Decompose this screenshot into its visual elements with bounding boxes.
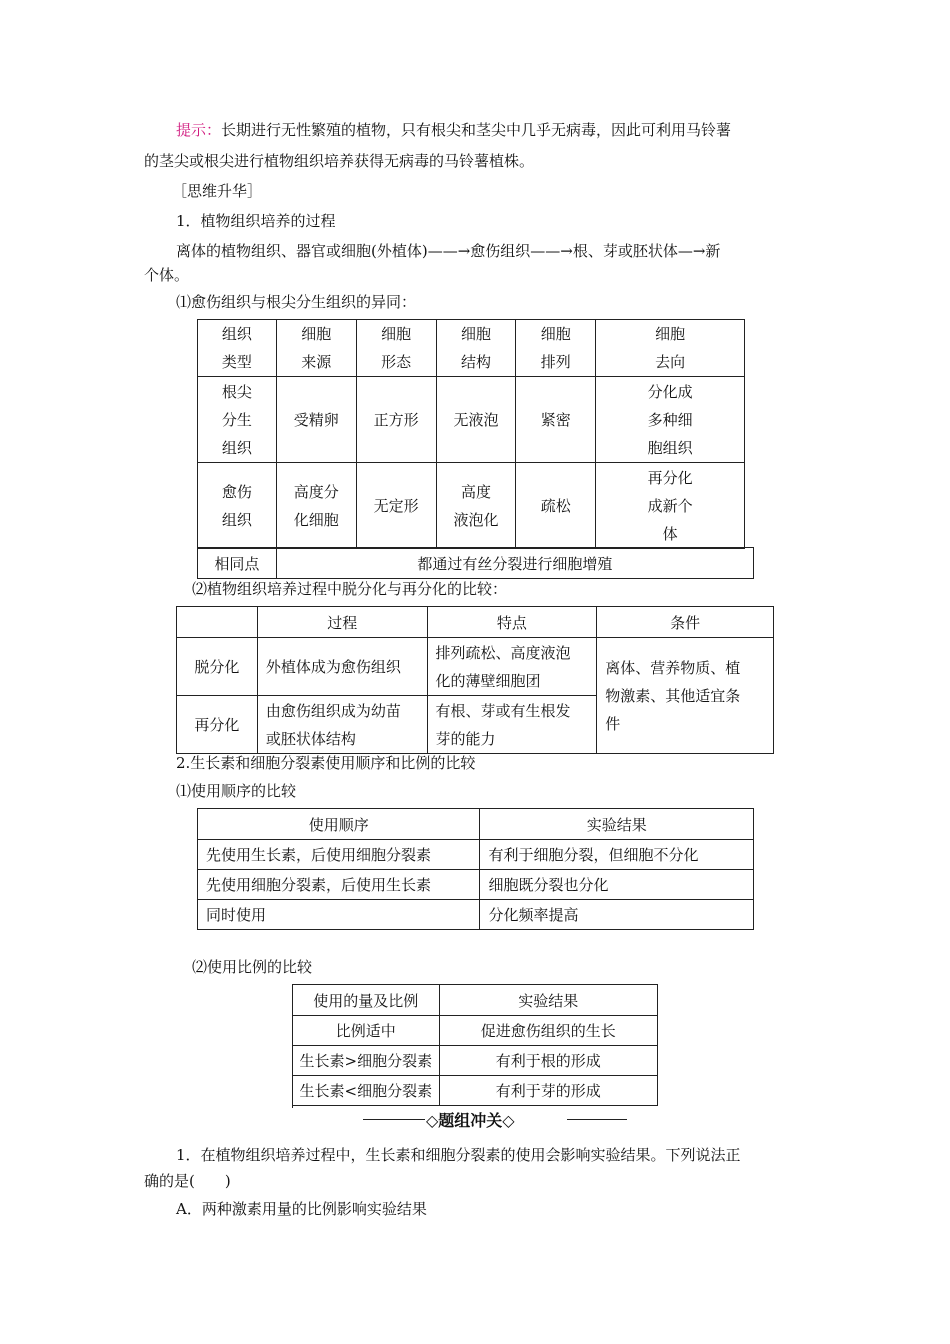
section-heading: ［思维升华］ (172, 182, 263, 200)
table-row (198, 377, 745, 463)
table2-corner (177, 607, 258, 638)
table1-header-cell: 组织 类型 (198, 320, 277, 377)
hint-text-1: 长期进行无性繁殖的植物，只有根尖和茎尖中几乎无病毒，因此可利用马铃薯 (221, 121, 732, 139)
table1-cell: 正方形 (356, 377, 436, 463)
banner-rule-right (567, 1119, 627, 1120)
table2-cell: 外植体成为愈伤组织 (257, 638, 427, 696)
table-callus-vs-meristem (197, 319, 745, 549)
table-usage-order (197, 808, 754, 930)
table1-cell: 再分化 成新个 体 (596, 463, 745, 549)
table1-cell: 疏松 (516, 463, 596, 549)
common-label: 相同点 (198, 548, 277, 579)
table1-cell: 高度分 化细胞 (276, 463, 356, 549)
table3-header-cell: 使用顺序 (198, 809, 480, 840)
table-row (293, 1016, 658, 1046)
table1-cell: 高度 液泡化 (436, 463, 516, 549)
table1-cell: 愈伤 组织 (198, 463, 277, 549)
table-row (198, 870, 754, 900)
table1-header-cell: 细胞 来源 (276, 320, 356, 377)
table3-cell: 有利于细胞分裂，但细胞不分化 (480, 840, 754, 870)
table4-header-cell: 实验结果 (439, 985, 657, 1016)
question-line-2: 确的是( ) (144, 1172, 231, 1190)
table1-header-row (198, 320, 745, 377)
table3-header-cell: 实验结果 (480, 809, 754, 840)
table1-cell: 受精卵 (276, 377, 356, 463)
flow-line-1: 离体的植物组织、器官或细胞(外植体)——→愈伤组织——→根、芽或胚状体—→新 (176, 242, 721, 260)
table3-cell: 先使用细胞分裂素，后使用生长素 (198, 870, 480, 900)
table2-cell: 再分化 (177, 696, 258, 754)
table1-header-cell: 细胞 去向 (596, 320, 745, 377)
table1-cell: 分化成 多种细 胞组织 (596, 377, 745, 463)
table4-cell: 生长素>细胞分裂素 (293, 1046, 440, 1076)
table2-header-cell: 过程 (257, 607, 427, 638)
point-2-title: 2.生长素和细胞分裂素使用顺序和比例的比较 (176, 754, 476, 772)
table4-cell: 生长素<细胞分裂素 (293, 1076, 440, 1106)
banner-rule-left (363, 1119, 425, 1120)
table1-header-cell: 细胞 形态 (356, 320, 436, 377)
table1-cell: 紧密 (516, 377, 596, 463)
table2-condition-cell: 离体、营养物质、植 物激素、其他适宜条 件 (597, 638, 774, 754)
table1-header-cell: 细胞 结构 (436, 320, 516, 377)
table4-header-cell: 使用的量及比例 (293, 985, 440, 1016)
subpoint-2-1: ⑴使用顺序的比较 (176, 782, 297, 800)
question-line-1: 1．在植物组织培养过程中，生长素和细胞分裂素的使用会影响实验结果。下列说法正 (176, 1146, 741, 1164)
table3-cell: 先使用生长素，后使用细胞分裂素 (198, 840, 480, 870)
table4-header-row (293, 985, 658, 1016)
table-row (293, 1076, 658, 1106)
table3-header-row (198, 809, 754, 840)
common-value: 都通过有丝分裂进行细胞增殖 (276, 548, 753, 579)
table4-cell: 有利于芽的形成 (439, 1076, 657, 1106)
table1-cell: 无定形 (356, 463, 436, 549)
table1-header-cell: 细胞 排列 (516, 320, 596, 377)
subpoint-1-1: ⑴愈伤组织与根尖分生组织的异同： (176, 293, 417, 311)
table1-common-row (197, 547, 754, 579)
table2-header-cell: 特点 (427, 607, 597, 638)
table2-header-cell: 条件 (597, 607, 774, 638)
table2-header-row (177, 607, 774, 638)
table-row (177, 638, 774, 696)
table2-cell: 由愈伤组织成为幼苗 或胚状体结构 (257, 696, 427, 754)
point-1-title: 1．植物组织培养的过程 (176, 212, 336, 230)
table3-cell: 同时使用 (198, 900, 480, 930)
flow-line-2: 个体。 (144, 266, 190, 284)
option-a: A．两种激素用量的比例影响实验结果 (176, 1200, 427, 1218)
subpoint-1-2: ⑵植物组织培养过程中脱分化与再分化的比较： (192, 580, 508, 598)
table3-cell: 分化频率提高 (480, 900, 754, 930)
subpoint-2-2: ⑵使用比例的比较 (192, 958, 313, 976)
table-row (198, 900, 754, 930)
table4-cell: 促进愈伤组织的生长 (439, 1016, 657, 1046)
table2-cell: 排列疏松、高度液泡 化的薄壁细胞团 (427, 638, 597, 696)
banner-title: ◇题组冲关◇ (426, 1111, 515, 1130)
table2-cell: 有根、芽或有生根发 芽的能力 (427, 696, 597, 754)
table-row (293, 1046, 658, 1076)
hint-label: 提示： (176, 121, 222, 139)
table4-cell: 有利于根的形成 (439, 1046, 657, 1076)
table-dedifferentiation (176, 606, 774, 754)
hint-line-2: 的茎尖或根尖进行植物组织培养获得无病毒的马铃薯植株。 (144, 152, 535, 170)
table-usage-ratio (292, 984, 658, 1106)
table4-tail-mark (292, 1104, 293, 1108)
table1-cell: 根尖 分生 组织 (198, 377, 277, 463)
table3-cell: 细胞既分裂也分化 (480, 870, 754, 900)
table4-cell: 比例适中 (293, 1016, 440, 1046)
table-row (198, 463, 745, 549)
table2-cell: 脱分化 (177, 638, 258, 696)
table-row (198, 840, 754, 870)
hint-line-1 (176, 119, 731, 141)
table1-cell: 无液泡 (436, 377, 516, 463)
